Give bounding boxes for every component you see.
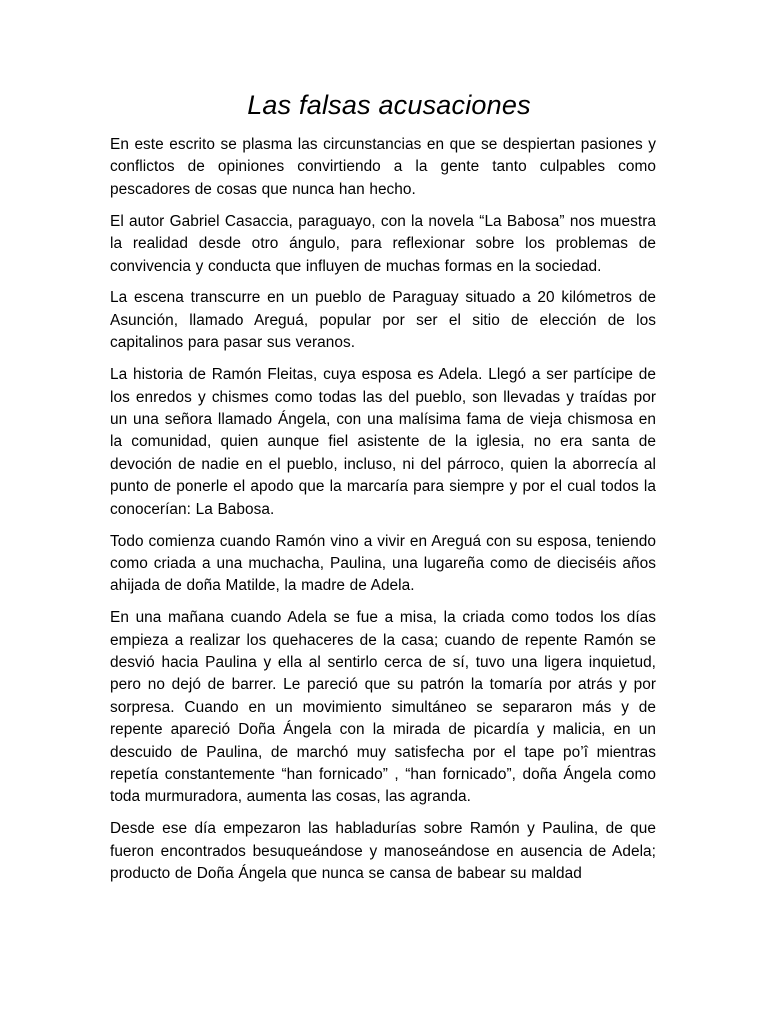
paragraph-5: Todo comienza cuando Ramón vino a vivir en Areguá con su esposa, teniendo como criada a una muchacha, Paulina, una lugareña como de dieciséis años ahijada de doña Matilde, la madre de Adela.	[110, 532, 656, 595]
paragraph-6: En una mañana cuando Adela se fue a misa, la criada como todos los días empieza a realizar los quehaceres de la casa; cuando de repente Ramón se desvió hacia Paulina y ella al sentirlo cerca de sí, tuvo una ligera inquietud, pero no dejó de barrer. Le pareció que su patrón la tomaría por atrás y por sorpresa. Cuando en un movimiento simultáneo se separaron más y de repente apareció Doña Ángela con la mirada de picardía y malicia, en un descuido de Paulina, de marchó muy satisfecha por el tape po’î mientras repetía constantemente “han fornicado” , “han fornicado”, doña Ángela como toda murmuradora, aumenta las cosas, las agranda.	[110, 609, 656, 806]
paragraph-7: Desde ese día empezaron las habladurías sobre Ramón y Paulina, de que fueron encontrados besuqueándose y manoseándose en ausencia de Adela; producto de Doña Ángela que nunca se cansa de babear su maldad	[110, 820, 656, 883]
paragraph-4: La historia de Ramón Fleitas, cuya esposa es Adela. Llegó a ser partícipe de los enredos y chismes como todas las del pueblo, son llevadas y traídas por un una señora llamado Ángela, con una malísima fama de vieja chismosa en la comunidad, quien aunque fiel asistente de la iglesia, no era santa de devoción de nadie en el pueblo, incluso, ni del párroco, quien la aborrecía al punto de ponerle el apodo que la marcaría para siempre y por el cual todos la conocerían: La Babosa.	[110, 366, 656, 518]
paragraph-3: La escena transcurre en un pueblo de Paraguay situado a 20 kilómetros de Asunción, llamado Areguá, popular por ser el sitio de elección de los capitalinos para pasar sus veranos.	[110, 289, 656, 352]
document-body	[110, 134, 656, 895]
paragraph-1: En este escrito se plasma las circunstancias en que se despiertan pasiones y conflictos de opiniones convirtiendo a la gente tanto culpables como pescadores de cosas que nunca han hecho.	[110, 136, 656, 198]
document-title: Las falsas acusaciones	[247, 90, 531, 120]
paragraph-2: El autor Gabriel Casaccia, paraguayo, con la novela “La Babosa” nos muestra la realidad desde otro ángulo, para reflexionar sobre los problemas de convivencia y conducta que influyen de muchas formas en la sociedad.	[110, 212, 656, 275]
